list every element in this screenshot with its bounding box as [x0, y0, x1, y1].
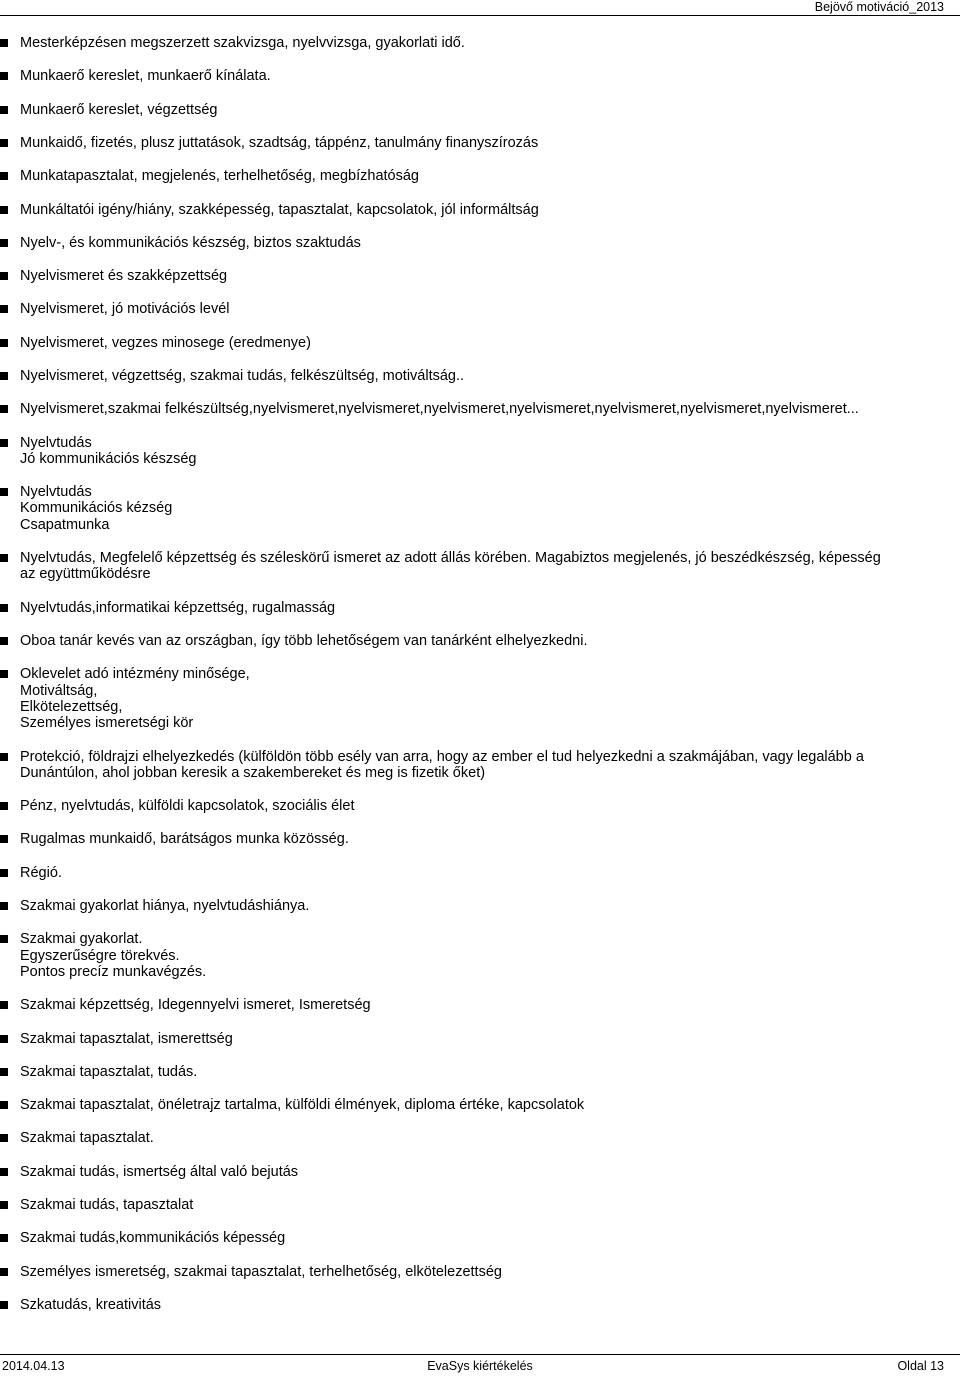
square-bullet-icon: [0, 1001, 8, 1009]
list-item-text: Szakmai tudás, ismertség által való bejutás: [20, 1163, 299, 1180]
square-bullet-icon: [0, 802, 8, 810]
list-item-text: Szakmai tapasztalat.: [20, 1130, 154, 1147]
footer-date: 2014.04.13: [2, 1359, 65, 1373]
square-bullet-icon: [0, 1101, 8, 1109]
list-item-text: Munkaerő kereslet, végzettség: [20, 101, 218, 118]
square-bullet-icon: [0, 835, 8, 843]
square-bullet-icon: [0, 935, 8, 943]
list-item-text: Szakmai gyakorlat. Egyszerűségre törekvés. Pontos precíz munkavégzés.: [20, 931, 207, 980]
square-bullet-icon: [0, 554, 8, 562]
list-item-text: Szakmai tudás, tapasztalat: [20, 1197, 194, 1213]
list-item-text: Munkáltatói igény/hiány, szakképesség, tapasztalat, kapcsolatok, jól informáltság: [20, 201, 539, 218]
square-bullet-icon: [0, 753, 8, 761]
list-item-text: Szakmai gyakorlat hiánya, nyelvtudáshiánya.: [20, 898, 310, 914]
list-item-text: Nyelvismeret, vegzes minosege (eredmenye): [20, 334, 311, 351]
square-bullet-icon: [0, 239, 8, 247]
list-item-text: Szakmai képzettség, Idegennyelvi ismeret, Ismeretség: [20, 997, 371, 1014]
square-bullet-icon: [0, 1035, 8, 1043]
square-bullet-icon: [0, 670, 8, 678]
list-item-text: Régió.: [20, 864, 62, 881]
list-item-text: Nyelvismeret és szakképzettség: [20, 268, 228, 285]
list-item-text: Személyes ismeretség, szakmai tapasztalat, terhelhetőség, elkötelezettség: [20, 1263, 502, 1280]
square-bullet-icon: [0, 172, 8, 180]
list-item-text: Nyelvismeret, jó motivációs levél: [20, 301, 230, 318]
square-bullet-icon: [0, 39, 8, 47]
square-bullet-icon: [0, 106, 8, 114]
list-item-text: Szakmai tudás,kommunikációs képesség: [20, 1230, 286, 1247]
footer-divider: [0, 1354, 960, 1355]
square-bullet-icon: [0, 488, 8, 496]
list-item-text: Szkatudás, kreativitás: [20, 1296, 162, 1313]
square-bullet-icon: [0, 1201, 8, 1209]
square-bullet-icon: [0, 604, 8, 612]
list-item-text: Nyelvismeret,szakmai felkészültség,nyelvismeret,nyelvismeret,nyelvismeret,nyelvismeret,nyelvismeret,nyelvismeret,nyelvismeret...: [20, 401, 859, 418]
square-bullet-icon: [0, 1268, 8, 1276]
square-bullet-icon: [0, 439, 8, 447]
list-item-text: Munkaidő, fizetés, plusz juttatások, szadtság, táppénz, tanulmány finanyszírozás: [20, 134, 539, 151]
list-item-text: Protekció, földrajzi elhelyezkedés (külföldön több esély van arra, hogy az ember el tud helyezkedni a szakmájában, vagy legalább a Dunántúlon, ahol jobban keresik a szakembereket és meg is fizetik őket): [20, 748, 864, 781]
footer-page-number: Oldal 13: [897, 1359, 944, 1373]
square-bullet-icon: [0, 1068, 8, 1076]
list-item-text: Szakmai tapasztalat, ismerettség: [20, 1030, 233, 1047]
list-item-text: Nyelv-, és kommunikációs készség, biztos szaktudás: [20, 234, 361, 251]
square-bullet-icon: [0, 206, 8, 214]
square-bullet-icon: [0, 272, 8, 280]
list-item-text: Nyelvtudás,informatikai képzettség, rugalmasság: [20, 599, 336, 616]
square-bullet-icon: [0, 902, 8, 910]
list-item-text: Szakmai tapasztalat, tudás.: [20, 1063, 198, 1080]
square-bullet-icon: [0, 372, 8, 380]
square-bullet-icon: [0, 1168, 8, 1176]
square-bullet-icon: [0, 72, 8, 80]
list-item-text: Nyelvismeret, végzettség, szakmai tudás, felkészültség, motiváltság..: [20, 368, 465, 384]
square-bullet-icon: [0, 869, 8, 877]
square-bullet-icon: [0, 305, 8, 313]
list-item-text: Munkaerő kereslet, munkaerő kínálata.: [20, 68, 271, 85]
square-bullet-icon: [0, 1234, 8, 1242]
list-item-text: Nyelvtudás Kommunikációs kézség Csapatmunka: [20, 484, 173, 533]
list-item-text: Nyelvtudás, Megfelelő képzettség és széleskörű ismeret az adott állás körében. Magabiztos megjelenés, jó beszédkészség, képesség az együttműködésre: [20, 550, 881, 583]
square-bullet-icon: [0, 339, 8, 347]
header-divider: [0, 15, 960, 16]
list-item-text: Pénz, nyelvtudás, külföldi kapcsolatok, szociális élet: [20, 798, 355, 815]
square-bullet-icon: [0, 637, 8, 645]
list-item-text: Oklevelet adó intézmény minősége, Motiváltság, Elkötelezettség, Személyes ismeretségi kör: [20, 666, 250, 732]
footer-title: EvaSys kiértékelés: [427, 1359, 533, 1373]
square-bullet-icon: [0, 1134, 8, 1142]
page-header-title: Bejövő motiváció_2013: [814, 0, 944, 14]
square-bullet-icon: [0, 405, 8, 413]
list-item-text: Nyelvtudás Jó kommunikációs készség: [20, 434, 197, 467]
list-item-text: Szakmai tapasztalat, önéletrajz tartalma, külföldi élmények, diploma értéke, kapcsolatok: [20, 1097, 585, 1114]
list-item-text: Oboa tanár kevés van az országban, így több lehetőségem van tanárként elhelyezkedni.: [20, 633, 588, 649]
list-item-text: Munkatapasztalat, megjelenés, terhelhetőség, megbízhatóság: [20, 168, 419, 185]
list-item-text: Rugalmas munkaidő, barátságos munka közösség.: [20, 831, 349, 848]
square-bullet-icon: [0, 139, 8, 147]
square-bullet-icon: [0, 1301, 8, 1309]
list-item-text: Mesterképzésen megszerzett szakvizsga, nyelvvizsga, gyakorlati idő.: [20, 35, 465, 51]
